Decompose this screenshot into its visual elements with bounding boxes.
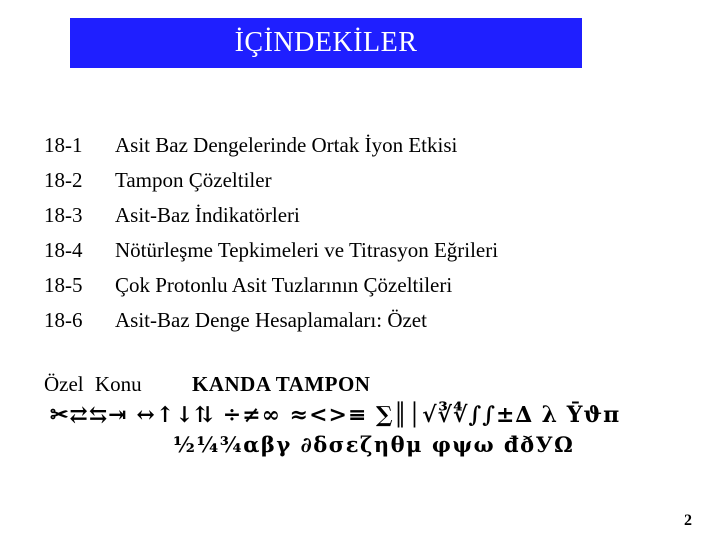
footer-label-konu: Konu (94, 372, 142, 396)
toc-item-number: 18-6 (44, 308, 83, 332)
toc-item-number: 18-5 (44, 273, 83, 297)
toc-item-label: Asit-Baz İndikatörleri (115, 203, 300, 227)
table-of-contents (44, 128, 498, 338)
toc-item-number: 18-4 (44, 238, 83, 262)
footer-highlight: KANDA TAMPON (192, 372, 371, 396)
symbol-row-1: ✂⇄⇆⇥ ↔↑↓⇅ ÷≠∞ ≈<>≡ ∑║│√∛∜∫∫±∆ λ Ȳϑπ (50, 402, 621, 428)
toc-item-label: Asit-Baz Denge Hesaplamaları: Özet (115, 308, 427, 332)
toc-item (44, 163, 498, 198)
toc-item-label: Nötürleşme Tepkimeleri ve Titrasyon Eğrileri (115, 238, 499, 262)
toc-item-label: Tampon Çözeltiler (115, 168, 272, 192)
toc-item (44, 128, 498, 163)
footer-label: Özel (44, 372, 84, 396)
toc-item (44, 233, 498, 268)
footer-topic-line (44, 372, 371, 397)
toc-item-label: Çok Protonlu Asit Tuzlarının Çözeltileri (115, 273, 453, 297)
toc-item-label: Asit Baz Dengelerinde Ortak İyon Etkisi (115, 133, 458, 157)
toc-item-number: 18-2 (44, 168, 83, 192)
toc-item (44, 198, 498, 233)
title-banner (70, 18, 582, 68)
page-number: 2 (684, 512, 692, 529)
toc-item (44, 268, 498, 303)
toc-item-number: 18-1 (44, 133, 83, 157)
slide-title: İÇİNDEKİLER (234, 27, 418, 58)
toc-item (44, 303, 498, 338)
toc-item-number: 18-3 (44, 203, 83, 227)
symbol-row-2: ½¼¾αβγ ∂δσεζηθμ φψω đðУΩ (173, 432, 575, 457)
